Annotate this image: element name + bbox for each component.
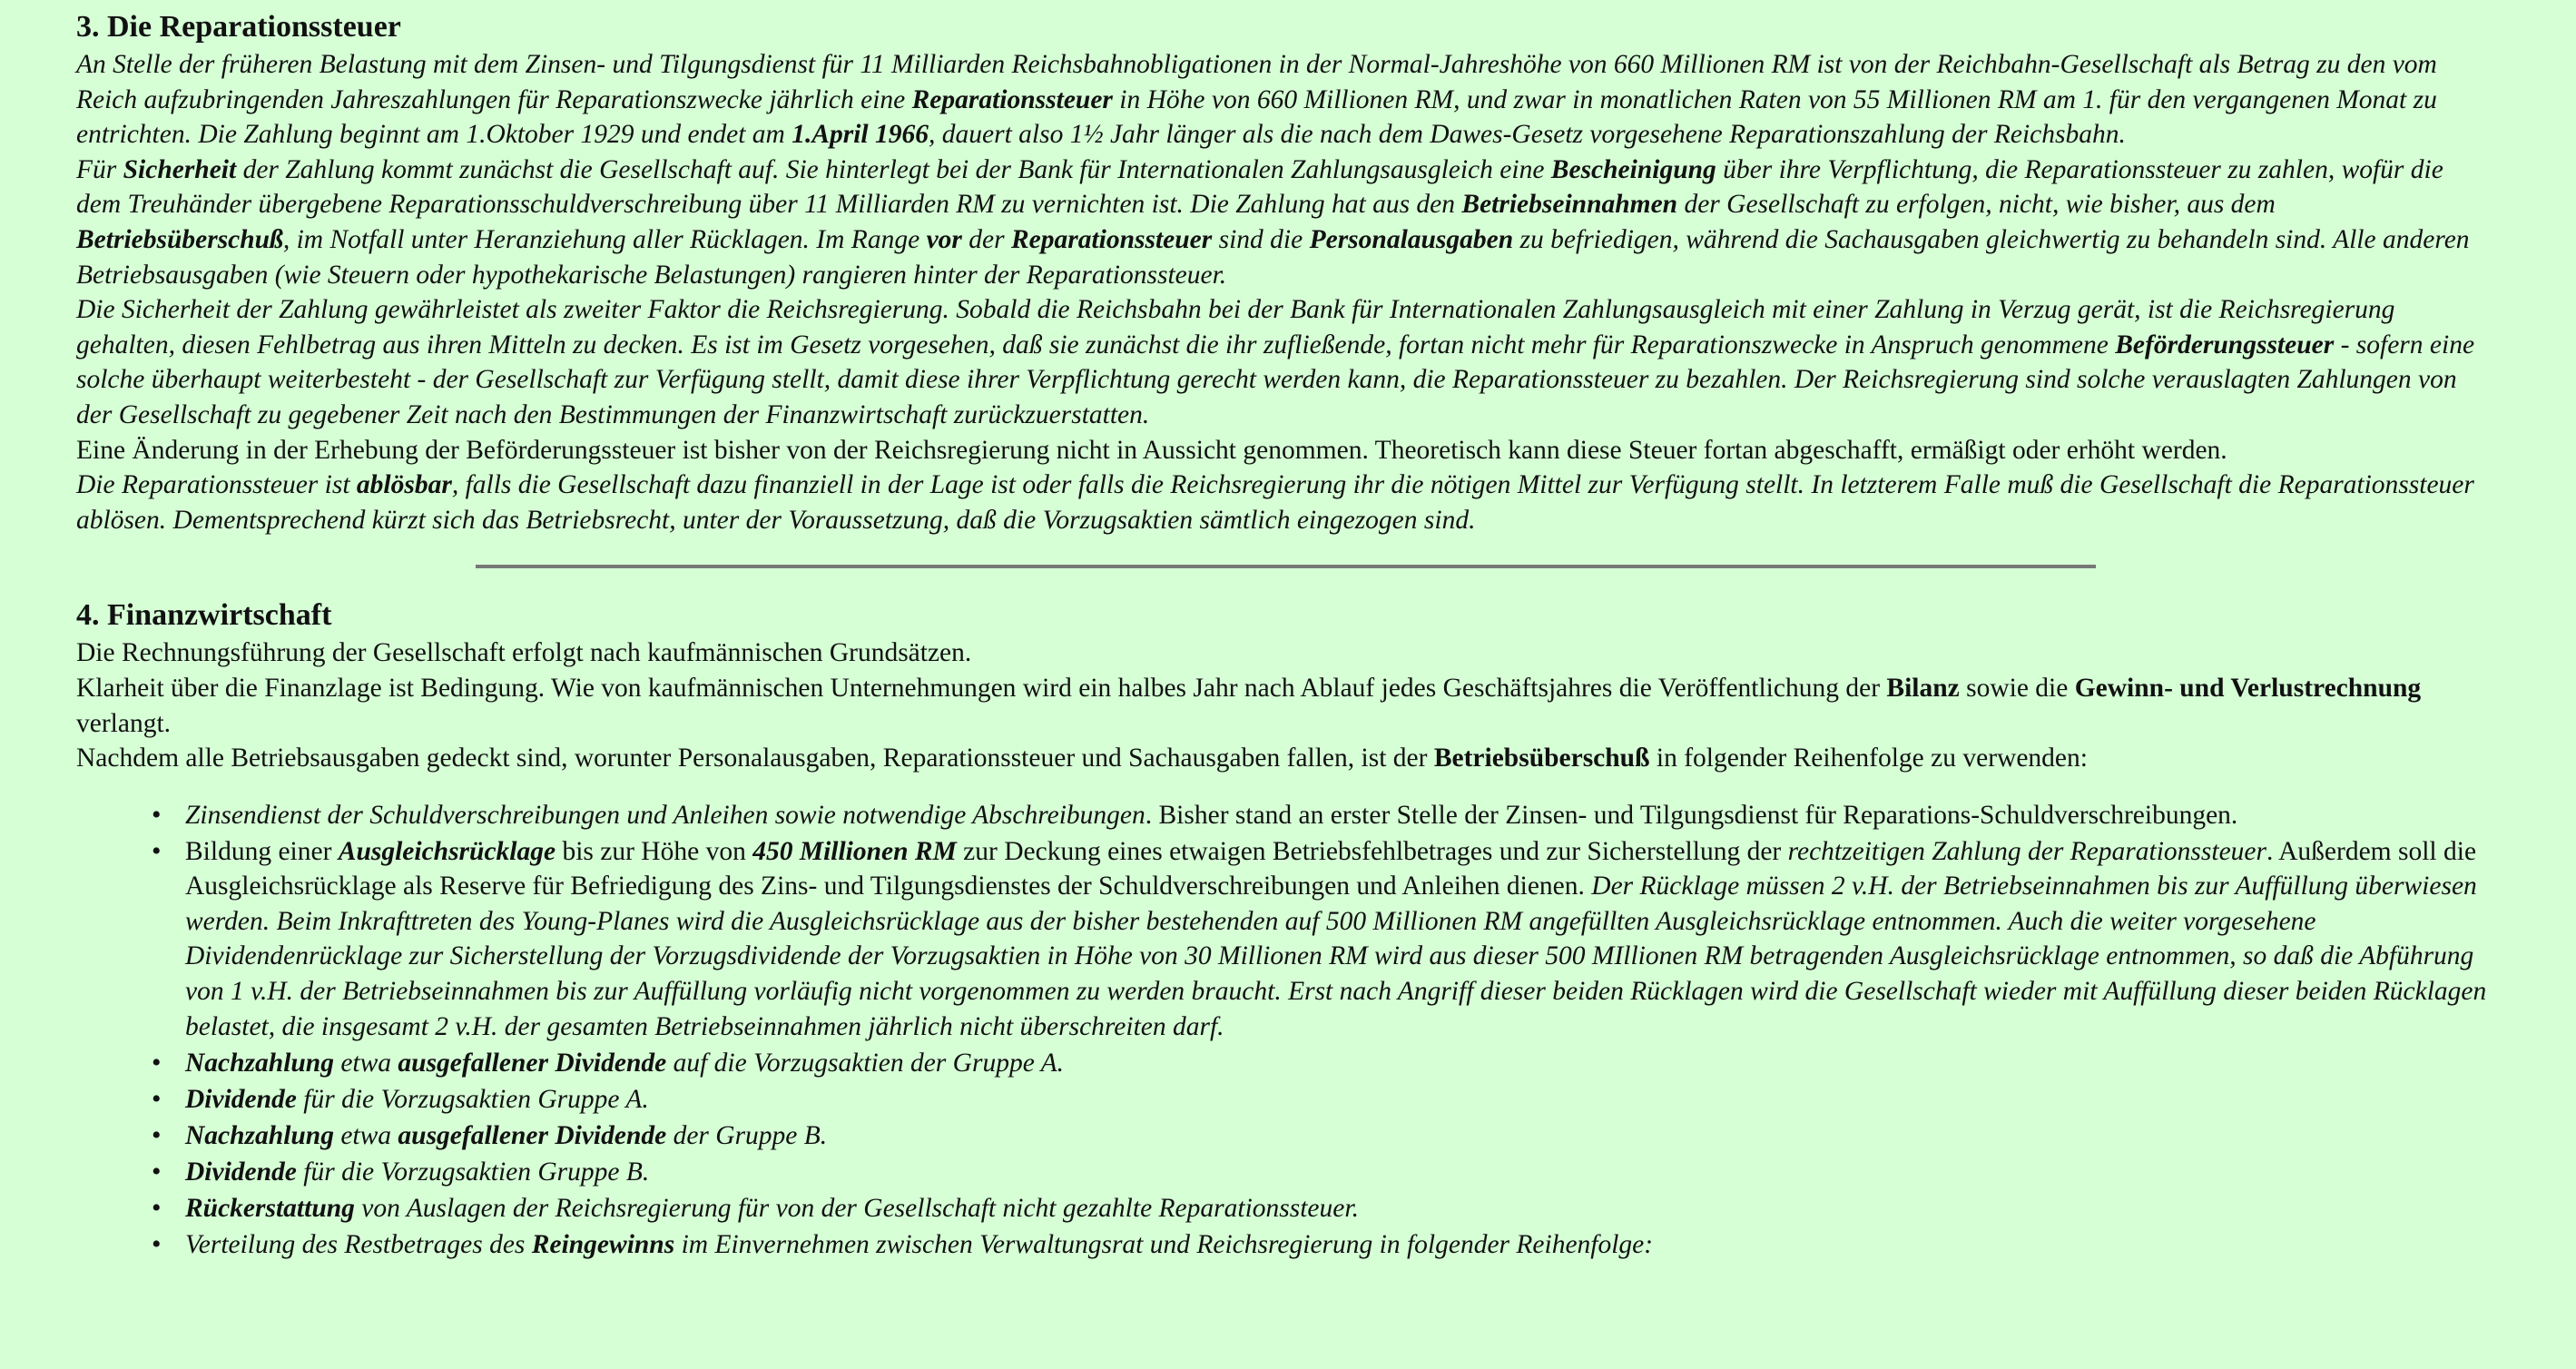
text: über ihre Verpflichtung, die Reparationssteuer zu zahlen, wofür die dem Treuhänder übergebene Reparationsschuldverschreibung über 11 Milliarden RM zu vernichten ist. Die Zahlung hat aus den	[76, 154, 2443, 220]
text: verlangt.	[76, 708, 172, 738]
appropriation-list	[76, 798, 2487, 1262]
emphasis: Rückerstattung	[185, 1193, 355, 1223]
emphasis: Bilanz	[1886, 673, 1960, 703]
text: Nachdem alle Betriebsausgaben gedeckt sind, worunter Personalausgaben, Reparationssteuer und Sachausgaben fallen, ist der	[76, 744, 1434, 773]
emphasis: Nachzahlung	[185, 1120, 334, 1150]
text: Verteilung des Restbetrages des	[185, 1229, 532, 1259]
section-reparationssteuer	[76, 7, 2482, 537]
emphasis: Gewinn- und Verlustrechnung	[2074, 673, 2422, 703]
section-finanzwirtschaft	[76, 596, 2487, 1262]
paragraph	[76, 153, 2482, 292]
text: Bildung einer	[185, 836, 339, 866]
text: Die Sicherheit der Zahlung gewährleistet als zweiter Faktor die Reichsregierung. Sobald die Reichsbahn bei der Bank für Internationalen Zahlungsausgleich mit einer Zahlung in Verzug gerät, ist die Reichsregierung gehalten, diesen Fehlbetrag aus ihren Mitteln zu decken. Es ist im Gesetz vorgesehen, daß sie zunächst die ihr zufließende, fortan nicht mehr für Reparationszwecke in Anspruch genommene	[76, 295, 2395, 359]
list-item	[185, 1082, 2500, 1118]
emphasis: Nachzahlung	[185, 1048, 334, 1078]
emphasis: Bescheinigung	[1550, 154, 1716, 184]
section-divider	[476, 565, 2096, 568]
emphasis: vor	[926, 224, 962, 254]
text: Klarheit über die Finanzlage ist Bedingung. Wie von kaufmännischen Unternehmungen wird ein halbes Jahr nach Ablauf jedes Geschäftsjahres die Veröffentlichung der	[76, 673, 1887, 703]
text: der Zahlung kommt zunächst die Gesellschaft auf. Sie hinterlegt bei der Bank für Internationalen Zahlungsausgleich eine	[236, 154, 1551, 184]
list-item	[185, 1155, 2500, 1190]
emphasis: Beförderungssteuer	[2115, 330, 2335, 359]
text: bis zur Höhe von	[556, 836, 753, 866]
list-item	[185, 798, 2500, 833]
text: für die Vorzugsaktien Gruppe A.	[296, 1084, 649, 1114]
section-4-title: 4. Finanzwirtschaft	[76, 598, 332, 633]
paragraph	[76, 468, 2482, 537]
text: Zinsendienst der Schuldverschreibungen und Anleihen sowie notwendige Abschreibungen	[185, 800, 1145, 830]
emphasis: Betriebseinnahmen	[1461, 190, 1678, 220]
text: in folgender Reihenfolge zu verwenden:	[1649, 744, 2088, 773]
text: der Gruppe B.	[666, 1120, 828, 1150]
text: sind die	[1212, 224, 1310, 254]
text: Der Rücklage müssen 2 v.H. der Betriebseinnahmen bis zur Auffüllung überwiesen werden. Beim Inkrafttreten des Young-Planes wird die Ausgleichsrücklage aus der bisher bestehenden auf 500 Millionen RM angefüllten Ausgleichsrücklage entnommen. Auch die weiter vorgesehene Dividendenrücklage zur Sicherstellung der Vorzugsdividende der Vorzugsaktien in Höhe von 30 Millionen RM wird aus dieser 500 MIllionen RM betragenden Ausgleichsrücklage entnommen, so daß die Abführung von 1 v.H. der Betriebseinnahmen bis zur Auffüllung vorläufig nicht vorgenommen zu werden braucht. Erst nach Angriff dieser beiden Rücklagen wird die Gesellschaft wieder mit Auffüllung dieser beiden Rücklagen belastet, die insgesamt 2 v.H. der gesamten Betriebseinnahmen jährlich nicht überschreiten darf.	[185, 872, 2487, 1041]
text: zu befriedigen, während die Sachausgaben gleichwertig zu behandeln sind. Alle anderen Betriebsausgaben (wie Steuern oder hypothekarische Belastungen) rangieren hinter der Reparationssteuer.	[76, 224, 2470, 290]
emphasis: Reparationssteuer	[911, 84, 1113, 114]
text: An Stelle der früheren Belastung mit dem Zinsen- und Tilgungsdienst für 11 Milliarden Reichsbahnobligationen in der Normal-Jahreshöhe von 660 Millionen RM ist von der Reichbahn-Gesellschaft als Betrag zu den vom Reich aufzubringenden Jahreszahlungen für Reparationszwecke jährlich eine	[76, 50, 2437, 114]
emphasis: 1.April 1966	[791, 120, 929, 150]
emphasis: Dividende	[185, 1157, 297, 1187]
text: etwa	[333, 1120, 398, 1150]
text: für die Vorzugsaktien Gruppe B.	[296, 1157, 650, 1187]
emphasis: ablösbar	[356, 470, 452, 500]
text: von Auslagen der Reichsregierung für von der Gesellschaft nicht gezahlte Reparationssteuer.	[354, 1193, 1359, 1223]
text: , dauert also 1½ Jahr länger als die nach dem Dawes-Gesetz vorgesehene Reparationszahlung der Reichsbahn.	[929, 120, 2126, 150]
text: Die Reparationssteuer ist	[76, 470, 357, 500]
paragraph	[76, 292, 2482, 432]
emphasis: Personalausgaben	[1309, 224, 1514, 254]
text: - sofern eine solche überhaupt weiterbesteht - der Gesellschaft zur Verfügung stellt, damit diese ihrer Verpflichtung gerecht werden kann, die Reparationssteuer zu bezahlen. Der Reichsregierung sind solche verauslagten Zahlungen von der Gesellschaft zu gegebener Zeit nach den Bestimmungen der Finanzwirtschaft zurückzuerstatten.	[76, 330, 2475, 429]
paragraph	[76, 741, 2482, 776]
section-3-title: 3. Die Reparationssteuer	[76, 10, 401, 44]
emphasis: Ausgleichsrücklage	[338, 836, 556, 866]
emphasis: Dividende	[185, 1084, 297, 1114]
emphasis: ausgefallener Dividende	[398, 1120, 667, 1150]
text: , falls die Gesellschaft dazu finanziell in der Lage ist oder falls die Reichsregierung ihr die nötigen Mittel zur Verfügung stellt. In letzterem Falle muß die Gesellschaft die Reparationssteuer ablösen. Dementsprechend kürzt sich das Betriebsrecht, unter der Voraussetzung, daß die Vorzugsaktien sämtlich eingezogen sind.	[76, 470, 2474, 535]
text: sowie die	[1959, 673, 2075, 703]
emphasis: Sicherheit	[123, 154, 237, 184]
paragraph	[76, 47, 2482, 153]
list-item	[185, 1191, 2500, 1226]
emphasis: Betriebsüberschuß	[76, 224, 283, 254]
emphasis: Betriebsüberschuß	[1433, 744, 1650, 773]
list-item	[185, 834, 2500, 1045]
list-item	[185, 1046, 2500, 1081]
emphasis: Reparationssteuer	[1010, 224, 1213, 254]
paragraph	[76, 671, 2482, 741]
emphasis: Reingewinns	[531, 1229, 675, 1259]
text: Für	[76, 154, 123, 184]
text: . Außerdem soll die Ausgleichsrücklage als Reserve für Befriedigung des Zins- und Tilgungsdienstes der Schuldverschreibungen und Anleihen dienen.	[185, 836, 2477, 901]
text: , im Notfall unter Heranziehung aller Rücklagen. Im Range	[282, 224, 927, 254]
emphasis: 450 Millionen RM	[752, 836, 957, 866]
text: . Bisher stand an erster Stelle der Zinsen- und Tilgungsdienst für Reparations-Schuldverschreibungen.	[1145, 800, 2238, 830]
text: der Gesellschaft zu erfolgen, nicht, wie bisher, aus dem	[1677, 190, 2276, 220]
text: zur Deckung eines etwaigen Betriebsfehlbetrages und zur Sicherstellung der	[956, 836, 1788, 866]
paragraph: Die Rechnungsführung der Gesellschaft erfolgt nach kaufmännischen Grundsätzen.	[76, 638, 972, 668]
text: auf die Vorzugsaktien der Gruppe A.	[666, 1048, 1065, 1078]
paragraph: Eine Änderung in der Erhebung der Beförderungssteuer ist bisher von der Reichsregierung nicht in Aussicht genommen. Theoretisch kann diese Steuer fortan abgeschafft, ermäßigt oder erhöht werden.	[76, 435, 2227, 465]
emphasis: ausgefallener Dividende	[398, 1048, 667, 1078]
text: in Höhe von 660 Millionen RM, und zwar in monatlichen Raten von 55 Millionen RM am 1. für den vergangenen Monat zu entrichten. Die Zahlung beginnt am 1.Oktober 1929 und endet am	[76, 84, 2437, 150]
text: im Einvernehmen zwischen Verwaltungsrat und Reichsregierung in folgender Reihenfolge:	[674, 1229, 1654, 1259]
text: etwa	[333, 1048, 398, 1078]
text: rechtzeitigen Zahlung der Reparationssteuer	[1787, 836, 2266, 866]
list-item	[185, 1118, 2500, 1154]
text: der	[961, 224, 1011, 254]
list-item	[185, 1227, 2500, 1263]
